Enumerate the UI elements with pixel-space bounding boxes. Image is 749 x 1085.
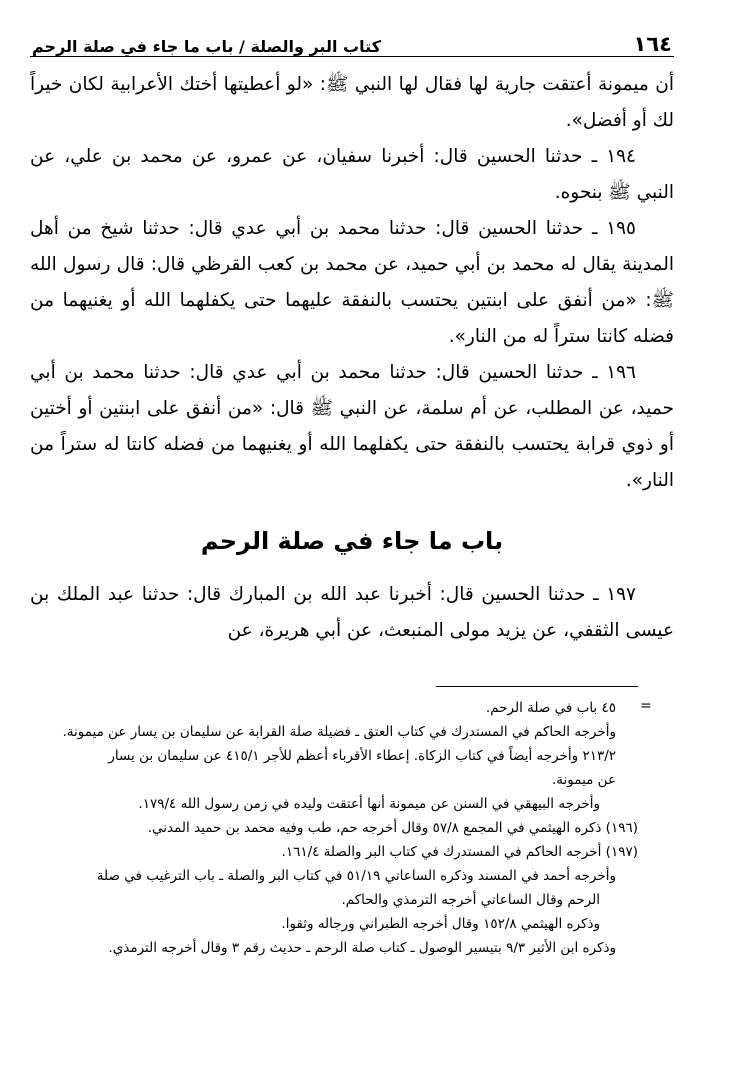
footnote-line: ٢١٣/٢ وأخرجه أيضاً في كتاب الزكاة. إعطاء الأقرباء أعظم للأجر ٤١٥/١ عن سليمان بن يسار [108,748,616,764]
hadith-195: ١٩٥ ـ حدثنا الحسين قال: حدثنا محمد بن أبي عدي قال: حدثنا شيخ من أهل المدينة يقال له محمد بن أبي حميد، عن محمد بن كعب القرظي قال: قال رسول الله ﷺ: «من أنفق على ابنتين يحتسب بالنفقة عليهما حتى يكفلهما الله أو يغنيهما من فضله كانتا ستراً له من النار». [30,218,674,347]
footnote-196: (١٩٦) ذكره الهيثمي في المجمع ٥٧/٨ وقال أخرجه حم، طب وفيه محمد بن حميد المدني. [147,820,638,836]
hadith-197: ١٩٧ ـ حدثنا الحسين قال: أخبرنا عبد الله بن المبارك قال: حدثنا عبد الملك بن عيسى الثقفي، عن يزيد مولى المنبعث، عن أبي هريرة، عن [30,584,674,641]
running-header [30,22,674,57]
footnote-197: (١٩٧) أخرجه الحاكم في المستدرك في كتاب البر والصلة ١٦١/٤. [281,844,638,860]
footnote-line: عن ميمونة. [552,772,616,788]
footnote-line: الرحم وقال الساعاتي أخرجه الترمذي والحاكم. [341,892,600,908]
footnotes [38,696,638,960]
hadith-196: ١٩٦ ـ حدثنا الحسين قال: حدثنا محمد بن أبي عدي قال: حدثنا محمد بن أبي حميد، عن المطلب، عن أم سلمة، عن النبي ﷺ قال: «من أنفق على ابنتين أو أختين أو ذوي قرابة يحتسب بالنفقة حتى يكفلهما الله أو يغنيهما من فضله كانتا له ستراً من النار». [30,362,674,491]
footnote-continuation-marker: = [640,698,652,714]
paragraph-continuation: أن ميمونة أعتقت جارية لها فقال لها النبي ﷺ: «لو أعطيتها أختك الأعرابية لكان خيراً لك أو أفضل». [30,74,674,131]
footnote-line: وذكره ابن الأثير ٩/٣ بتيسير الوصول ـ كتاب صلة الرحم ـ حديث رقم ٣ وقال أخرجه الترمذي. [108,940,616,956]
chapter-title: باب ما جاء في صلة الرحم [200,527,504,555]
footnote-line: وأخرجه الحاكم في المستدرك في كتاب العتق ـ فضيلة صلة القرابة عن سليمان بن يسار عن ميمونة. [62,724,616,740]
footnote-line: وأخرجه البيهقي في السنن عن ميمونة أنها أعتقت وليده في زمن رسول الله ١٧٩/٤. [138,796,600,812]
hadith-194: ١٩٤ ـ حدثنا الحسين قال: أخبرنا سفيان، عن عمرو، عن محمد بن علي، عن النبي ﷺ بنحوه. [30,146,674,203]
page-number: ١٦٤ [633,32,672,56]
running-title: كتاب البر والصلة / باب ما جاء في صلة الرحم [32,37,381,56]
page-content [30,22,674,649]
footnote-line: ٤٥ باب في صلة الرحم. [485,700,616,716]
footnote-line: وذكره الهيثمي ١٥٢/٨ وقال أخرجه الطبراني ورجاله وثقوا. [281,916,600,932]
footnote-divider [436,686,638,687]
footnote-line: وأخرجه أحمد في المسند وذكره الساعاتي ٥١/١٩ في كتاب البر والصلة ـ باب الترغيب في صلة [96,868,616,884]
